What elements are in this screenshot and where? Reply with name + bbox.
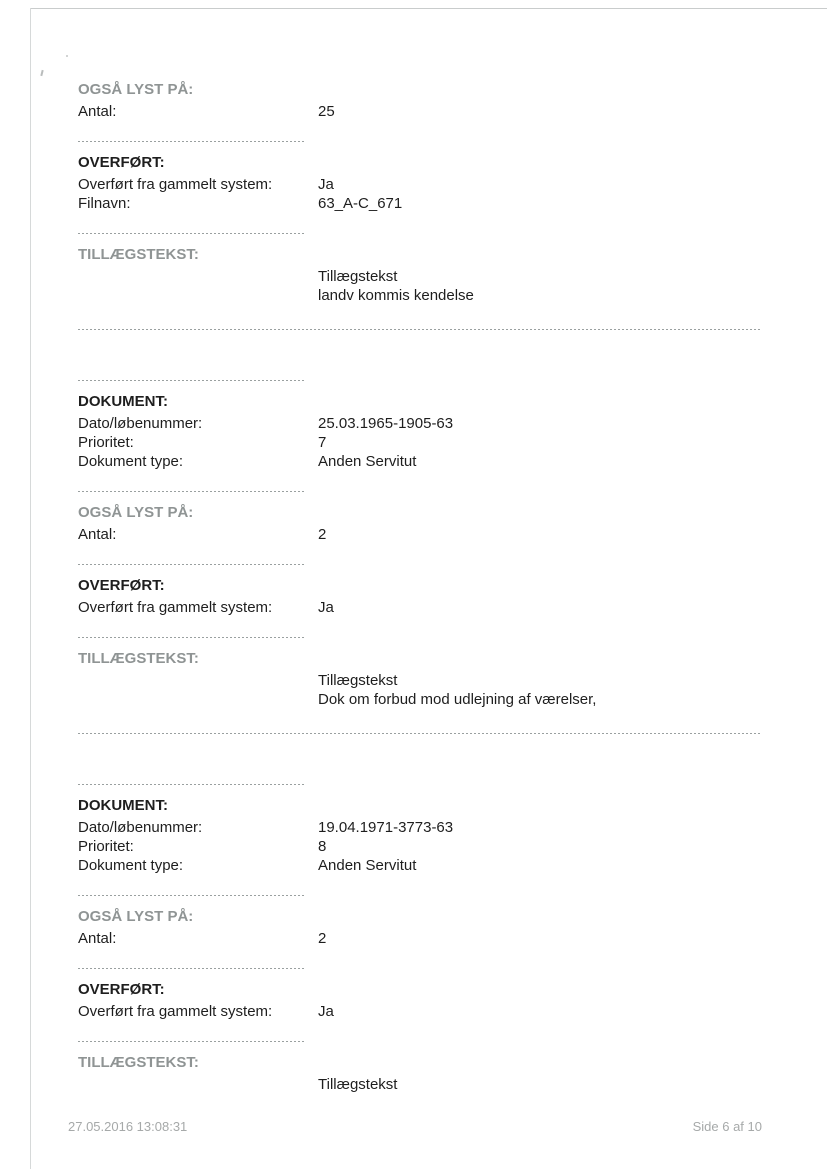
section-ogsa-lyst-pa — [78, 503, 760, 544]
field-label: Antal: — [78, 930, 117, 947]
field-row — [78, 837, 760, 856]
field-label: Dato/løbenummer: — [78, 819, 203, 836]
section-title: DOKUMENT: — [78, 797, 168, 814]
separator-short — [78, 637, 306, 638]
section-title: TILLÆGSTEKST: — [78, 1054, 199, 1071]
field-label: Overført fra gammelt system: — [78, 176, 273, 193]
field-label — [78, 690, 318, 709]
field-value: Tillægstekst — [318, 672, 398, 689]
field-value: Ja — [318, 1003, 334, 1020]
separator-short — [78, 380, 306, 381]
section-tillaegstekst — [78, 245, 760, 305]
section-overfort — [78, 576, 760, 617]
field-row — [78, 452, 760, 471]
field-row — [78, 818, 760, 837]
section-overfort — [78, 980, 760, 1021]
field-value: Ja — [318, 599, 334, 616]
field-row — [78, 1075, 760, 1094]
separator-short — [78, 784, 306, 785]
field-row — [78, 671, 760, 690]
section-ogsa-lyst-pa — [78, 907, 760, 948]
page-edge-top — [30, 8, 827, 9]
field-label: Filnavn: — [78, 195, 131, 212]
field-label: Antal: — [78, 103, 117, 120]
field-label — [78, 1075, 318, 1094]
section-title: OGSÅ LYST PÅ: — [78, 81, 194, 98]
section-title: OGSÅ LYST PÅ: — [78, 504, 194, 521]
field-value: 63_A-C_671 — [318, 195, 403, 212]
field-row — [78, 690, 760, 709]
field-row — [78, 194, 760, 213]
section-title: TILLÆGSTEKST: — [78, 650, 199, 667]
section-title: OVERFØRT: — [78, 981, 165, 998]
scan-artifact — [40, 70, 43, 76]
section-ogsa-lyst-pa — [78, 80, 760, 121]
document-content — [78, 80, 760, 1094]
section-title: DOKUMENT: — [78, 393, 168, 410]
section-dokument — [78, 796, 760, 875]
footer-page-indicator: Side 6 af 10 — [692, 1119, 762, 1134]
page-edge-left — [30, 8, 31, 1169]
field-value: 7 — [318, 434, 327, 451]
field-label: Overført fra gammelt system: — [78, 1003, 273, 1020]
section-title: TILLÆGSTEKST: — [78, 246, 199, 263]
field-value: Ja — [318, 176, 334, 193]
separator-short — [78, 564, 306, 565]
field-row — [78, 525, 760, 544]
section-dokument — [78, 392, 760, 471]
field-value: 25 — [318, 103, 335, 120]
separator-full — [78, 329, 760, 330]
separator-short — [78, 233, 306, 234]
field-label: Antal: — [78, 526, 117, 543]
field-row — [78, 433, 760, 452]
field-value: 2 — [318, 526, 327, 543]
field-value: 8 — [318, 838, 327, 855]
separator-short — [78, 1041, 306, 1042]
field-row — [78, 102, 760, 121]
field-label: Prioritet: — [78, 838, 134, 855]
separator-short — [78, 895, 306, 896]
field-row — [78, 414, 760, 433]
field-value: Tillægstekst — [318, 268, 398, 285]
field-row — [78, 856, 760, 875]
field-row — [78, 929, 760, 948]
field-row — [78, 286, 760, 305]
field-label: Dokument type: — [78, 453, 184, 470]
field-value: Anden Servitut — [318, 453, 417, 470]
field-label: Dokument type: — [78, 857, 184, 874]
section-title: OVERFØRT: — [78, 577, 165, 594]
field-row — [78, 598, 760, 617]
page-footer — [68, 1119, 762, 1134]
section-title: OVERFØRT: — [78, 154, 165, 171]
footer-timestamp: 27.05.2016 13:08:31 — [68, 1119, 188, 1134]
section-title: OGSÅ LYST PÅ: — [78, 908, 194, 925]
separator-full — [78, 733, 760, 734]
section-tillaegstekst — [78, 649, 760, 709]
field-label: Prioritet: — [78, 434, 134, 451]
field-label — [78, 286, 318, 305]
field-label — [78, 671, 318, 690]
field-value: Anden Servitut — [318, 857, 417, 874]
section-overfort — [78, 153, 760, 213]
scan-artifact — [66, 55, 68, 57]
field-value: 2 — [318, 930, 327, 947]
field-value: landv kommis kendelse — [318, 287, 474, 304]
field-value: 19.04.1971-3773-63 — [318, 819, 454, 836]
separator-short — [78, 491, 306, 492]
separator-short — [78, 968, 306, 969]
field-row — [78, 267, 760, 286]
separator-short — [78, 141, 306, 142]
field-value: Tillægstekst — [318, 1076, 398, 1093]
field-label: Dato/løbenummer: — [78, 415, 203, 432]
section-tillaegstekst — [78, 1053, 760, 1094]
field-row — [78, 175, 760, 194]
field-row — [78, 1002, 760, 1021]
field-value: Dok om forbud mod udlejning af værelser, — [318, 691, 597, 708]
field-value: 25.03.1965-1905-63 — [318, 415, 454, 432]
field-label: Overført fra gammelt system: — [78, 599, 273, 616]
field-label — [78, 267, 318, 286]
